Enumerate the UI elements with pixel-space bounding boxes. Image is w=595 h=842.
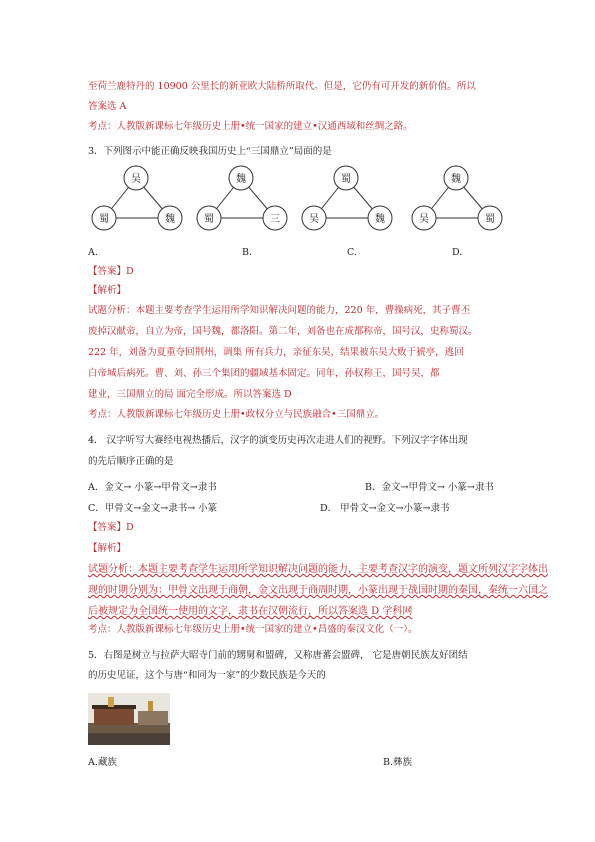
option-c-label: C. — [347, 247, 357, 258]
kingdom-node-label: 蜀 — [99, 214, 109, 225]
exam-point: 考点：人教版新课标七年级历史上册•政权分立与民族融合•三国鼎立。 — [88, 409, 385, 420]
question-5-line: 的历史见证，这个与唐“和同为一家”的少数民族是今天的 — [88, 670, 326, 681]
analysis-label: 【解析】 — [88, 543, 127, 554]
kingdom-node-label: 魏 — [375, 214, 385, 225]
question-4-line: 的先后顺序正确的是 — [88, 456, 174, 467]
kingdom-node-label: 蜀 — [485, 214, 495, 225]
analysis-text-line: 试题分析：本题主要考查学生运用所学知识解决问题的能力，220 年，曹操病死，其子曹丕 — [88, 305, 471, 316]
question-5-line: 5．右图是树立与拉萨大昭寺门前的甥舅和盟碑，又称唐蕃会盟碑， 它是唐朝民族友好团结 — [88, 650, 468, 661]
kingdom-node-label: 蜀 — [341, 174, 351, 185]
analysis-text-line: 222 年，刘备为夏重夺回荆州，调集 所有兵力，亲征东吴，结果被东吴大败于猇亭，逃回 — [88, 347, 464, 358]
analysis-text-line: 建业，三国鼎立的局 面完全形成。所以答案选 D — [88, 389, 292, 400]
exam-point: 考点：人教版新课标七年级历史上册•统一国家的建立•汉通西域和丝绸之路。 — [88, 121, 413, 132]
option-d: D． 甲骨文→金文→小篆→隶书 — [320, 503, 450, 514]
three-kingdoms-diagrams — [88, 162, 508, 240]
option-a-label: A. — [88, 247, 98, 258]
kingdom-node-label: 魏 — [236, 174, 246, 185]
kingdom-node-label: 吴 — [131, 174, 141, 185]
scribbled-analysis-line: 现的时期分别为：甲骨文出现于商朝，金文出现于商周时期，小篆出现于战国时期的秦国，秦统一六国之 — [88, 585, 548, 596]
option-c: C．甲骨文→金文→隶书→ 小篆 — [88, 503, 218, 514]
analysis-label: 【解析】 — [88, 285, 127, 296]
kingdom-node-label: 蜀 — [204, 214, 214, 225]
analysis-text-line: 白帝城后病死。曹、刘、孙三个集团的疆域基本固定。同年，孙权称王，国号吴，都 — [88, 368, 440, 379]
answer-label: 【答案】D — [88, 266, 134, 277]
option-b-label: B. — [242, 247, 253, 258]
answer-label: 【答案】D — [88, 522, 134, 533]
option-b: B．金文→甲骨文→ 小篆→隶书 — [365, 482, 494, 493]
question-4-line: 4． 汉字听写大赛经电视热播后，汉字的演变历史再次走进人们的视野。下列汉字字体出现 — [88, 435, 468, 446]
kingdom-node-label: 魏 — [165, 214, 175, 225]
question-3: 3．下列图示中能正确反映我国历史上“三国鼎立”局面的是 — [88, 146, 332, 157]
option-d-label: D. — [452, 247, 463, 258]
scribbled-analysis-line: 试题分析：本题主要考查学生运用所学知识解决问题的能力，主要考查汉字的演变，题文所列汉字字体出 — [88, 564, 548, 575]
kingdom-node-label: 吴 — [309, 214, 319, 225]
scribbled-analysis-line: 后被规定为全国统一使用的文字，隶书在汉朝流行，所以答案选 D 学科网 — [88, 606, 413, 617]
option-a: A．金文→ 小篆→甲骨文→隶书 — [88, 482, 217, 493]
kingdom-node-label: 三 — [270, 214, 280, 225]
analysis-text-line: 废掉汉献帝，自立为帝，国号魏，都洛阳。第二年，刘备也在成都称帝，国号汉，史称蜀汉。 — [88, 326, 478, 337]
answer-text-line: 答案选 A — [88, 101, 127, 112]
kingdom-node-label: 魏 — [451, 174, 461, 185]
temple-photo — [88, 693, 170, 745]
option-a: A.藏族 — [88, 757, 117, 768]
answer-text-line: 至荷兰鹿特丹的 10900 公里长的新亚欧大陆桥所取代。但是，它仍有可开发的新价值。所以 — [88, 81, 476, 92]
option-b: B.彝族 — [383, 757, 413, 768]
kingdom-node-label: 吴 — [419, 214, 429, 225]
exam-point: 考点：人教版新课标七年级历史上册•统一国家的建立•昌盛的秦汉文化（一）。 — [88, 624, 418, 635]
